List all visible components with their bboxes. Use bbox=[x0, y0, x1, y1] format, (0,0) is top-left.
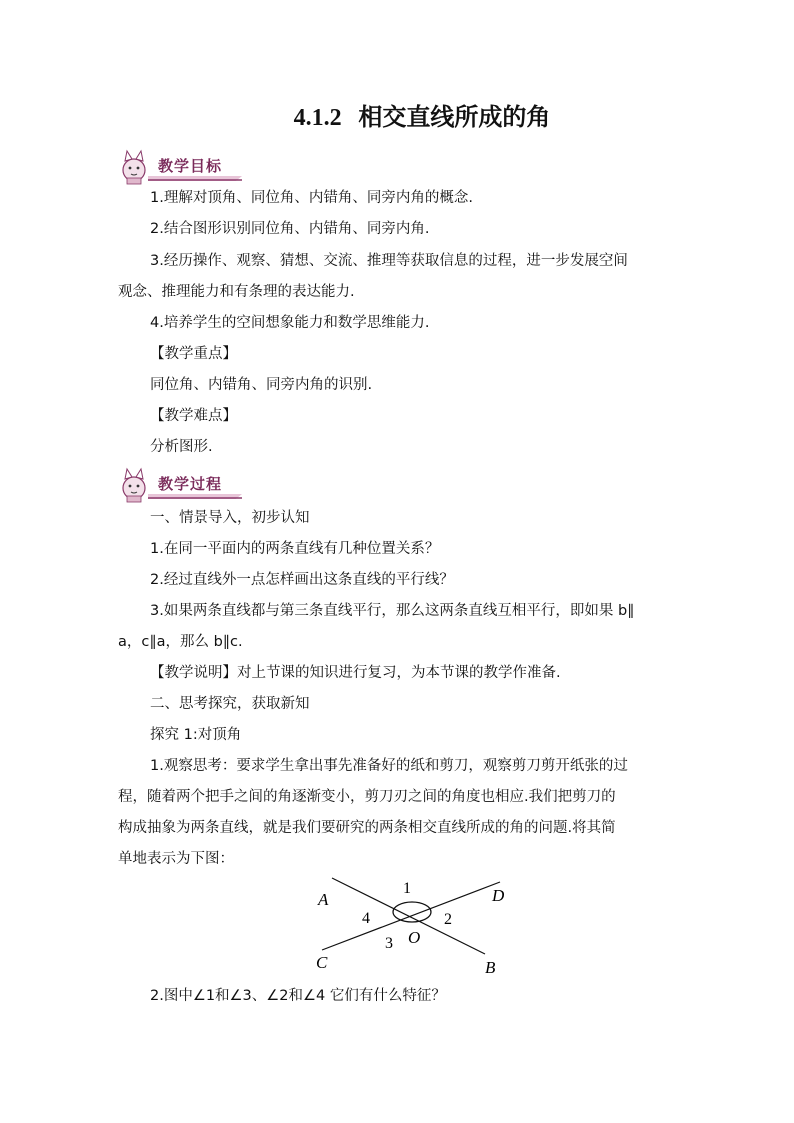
label-D: D bbox=[492, 886, 505, 905]
label-B: B bbox=[485, 958, 496, 977]
process-4b: a，c∥a，那么 b∥c. bbox=[118, 634, 243, 650]
process-8d: 单地表示为下图： bbox=[118, 851, 234, 867]
page-title: 4.1.2 相交直线所成的角 bbox=[293, 103, 551, 131]
process-8c: 构成抽象为两条直线，就是我们要研究的两条相交直线所成的角的问题.将其简 bbox=[118, 820, 616, 836]
goal-3b: 观念、推理能力和有条理的表达能力. bbox=[118, 284, 355, 300]
process-4a: 3.如果两条直线都与第三条直线平行，那么这两条直线互相平行，即如果 b∥ bbox=[150, 603, 635, 619]
label-O: O bbox=[408, 928, 421, 947]
process-5: 【教学说明】对上节课的知识进行复习，为本节课的教学作准备. bbox=[150, 665, 561, 681]
label-angle-4: 4 bbox=[362, 910, 370, 927]
intersecting-lines-figure bbox=[310, 872, 525, 980]
section-title: 教学过程 bbox=[158, 475, 223, 493]
difficulty-text: 分析图形. bbox=[150, 439, 213, 455]
difficulty-label: 【教学难点】 bbox=[150, 408, 237, 424]
goal-1: 1.理解对顶角、同位角、内错角、同旁内角的概念. bbox=[150, 190, 473, 206]
process-7: 探究 1:对顶角 bbox=[150, 727, 242, 743]
section-title: 教学目标 bbox=[158, 157, 223, 175]
process-3: 2.经过直线外一点怎样画出这条直线的平行线？ bbox=[150, 572, 454, 588]
process-8a: 1.观察思考：要求学生拿出事先准备好的纸和剪刀，观察剪刀剪开纸张的过 bbox=[150, 758, 628, 774]
label-C: C bbox=[316, 953, 328, 972]
label-angle-3: 3 bbox=[385, 935, 393, 952]
angle-arc bbox=[393, 902, 431, 922]
process-9: 2.图中∠1和∠3、∠2和∠4 它们有什么特征？ bbox=[150, 988, 446, 1004]
section-header-process bbox=[118, 466, 244, 504]
label-angle-2: 2 bbox=[444, 911, 452, 928]
label-A: A bbox=[318, 890, 329, 909]
label-angle-1: 1 bbox=[403, 880, 411, 897]
process-1: 一、情景导入，初步认知 bbox=[150, 510, 310, 526]
goal-3a: 3.经历操作、观察、猜想、交流、推理等获取信息的过程，进一步发展空间 bbox=[150, 253, 628, 269]
process-6: 二、思考探究，获取新知 bbox=[150, 696, 310, 712]
process-8b: 程，随着两个把手之间的角逐渐变小，剪刀刃之间的角度也相应.我们把剪刀的 bbox=[118, 789, 616, 805]
goal-4: 4.培养学生的空间想象能力和数学思维能力. bbox=[150, 315, 430, 331]
key-points-text: 同位角、内错角、同旁内角的识别. bbox=[150, 377, 373, 393]
goal-2: 2.结合图形识别同位角、内错角、同旁内角. bbox=[150, 221, 430, 237]
section-header-goals bbox=[118, 148, 244, 186]
process-2: 1.在同一平面内的两条直线有几种位置关系？ bbox=[150, 541, 440, 557]
key-points-label: 【教学重点】 bbox=[150, 346, 237, 362]
